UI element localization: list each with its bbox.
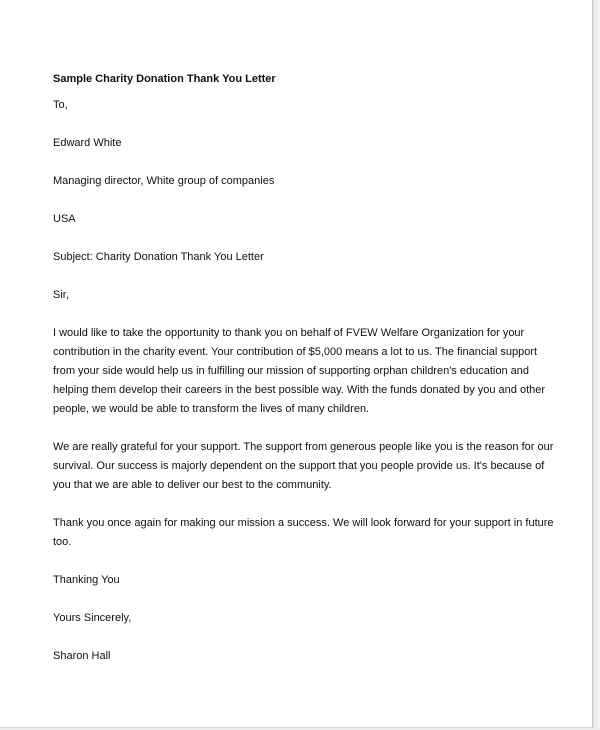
paragraph-1-line: contribution in the charity event. Your contribution of $5,000 means a lot to us. The financial support <box>53 346 538 358</box>
letter-title: Sample Charity Donation Thank You Letter <box>53 73 276 85</box>
recipient-name: Edward White <box>53 137 122 149</box>
recipient-country: USA <box>53 213 76 225</box>
paragraph-3-line: Thank you once again for making our mission a success. We will look forward for your support in future <box>53 517 554 529</box>
paragraph-2 <box>53 438 554 495</box>
paragraph-2-line: you that we are able to deliver our best to the community. <box>53 479 332 491</box>
paragraph-1-line: from your side would help us in fulfilling our mission of supporting orphan children's education and <box>53 365 529 377</box>
paragraph-1 <box>53 324 546 419</box>
paragraph-1-line: helping them develop their careers in the best possible way. With the funds donated by you and other <box>53 384 546 396</box>
recipient-title: Managing director, White group of companies <box>53 175 275 187</box>
paragraph-2-line: survival. Our success is majorly dependent on the support that you people provide us. It's because of <box>53 460 545 472</box>
paragraph-3-line: too. <box>53 536 72 548</box>
salutation-to: To, <box>53 99 68 111</box>
subject-line: Subject: Charity Donation Thank You Letter <box>53 251 264 263</box>
greeting: Sir, <box>53 289 69 301</box>
closing-thanking: Thanking You <box>53 574 120 586</box>
letter-body <box>53 70 554 685</box>
paragraph-2-line: We are really grateful for your support. The support from generous people like you is the reason for our <box>53 441 554 453</box>
closing-sincerely: Yours Sincerely, <box>53 612 132 624</box>
paragraph-1-line: I would like to take the opportunity to thank you on behalf of FVEW Welfare Organization for your <box>53 327 525 339</box>
paragraph-3 <box>53 514 554 552</box>
page-edge-shadow <box>593 0 600 730</box>
paragraph-1-line: people, we would be able to transform the lives of many children. <box>53 403 370 415</box>
signature-name: Sharon Hall <box>53 650 111 662</box>
